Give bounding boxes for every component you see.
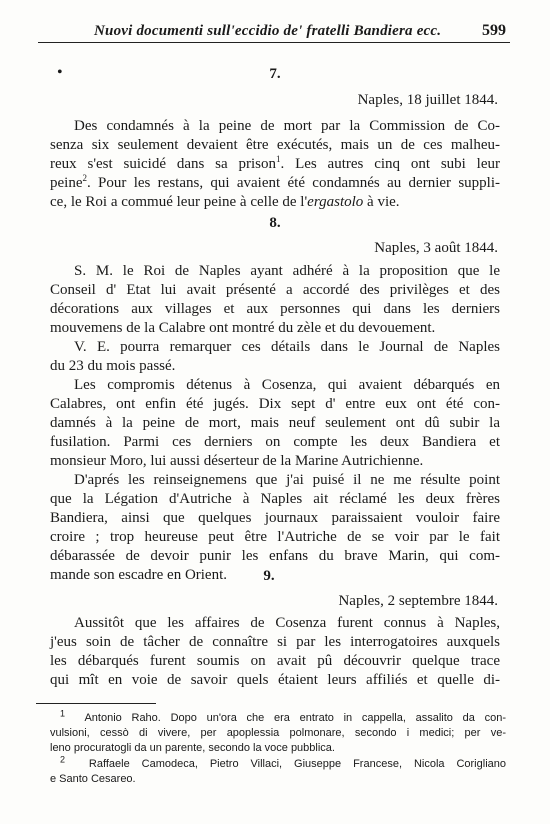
paragraph-line: mande son escadre en Orient. [50, 567, 228, 583]
section-date-8: Naples, 3 août 1844. [374, 240, 498, 256]
paragraph-line: D'aprés les reinseignemens que j'ai puisé il ne me résulte point [74, 472, 500, 488]
paragraph-line: Aussitôt que les affaires de Cosenza furent connus à Naples, [74, 615, 500, 631]
paragraph-line: monsieur Moro, lui aussi déserteur de la Marine Autrichienne. [50, 453, 424, 469]
paragraph-line: Des condamnés à la peine de mort par la Commission de Co- [74, 118, 500, 134]
paragraph-line: peine$^2$. Pour les restans, qui avaient été condamnés au dernier suppli- [50, 173, 500, 191]
running-title: Nuovi documenti sull'eccidio de' fratelli Bandiera ecc. [94, 23, 442, 39]
paragraph-line: débarassée de devoir punir les enfans du brave Marin, qui com- [50, 548, 500, 564]
bullet-mark: • [57, 64, 63, 81]
paragraph-line: senza six seulement devaient être exécutés, mais un de ces malheu- [50, 137, 500, 153]
footnote-line: vulsioni, cessò di vivere, per apoplessia polmonare, secondo i medici; per ve- [50, 727, 506, 739]
paragraph-line: qui mît en voie de savoir quels étaient leurs affiliés et quelle di- [50, 672, 500, 688]
section-number-9: 9. [263, 568, 275, 584]
footnote-mark-1: 1 [60, 708, 66, 719]
italic-term: ergastolo [307, 194, 364, 210]
paragraph-line: croire ; trop heureuse peut être l'Autriche de se voir par le fait [50, 529, 500, 545]
paragraph-line: Bandiera, ainsi que quelques journaux paraissaient vouloir faire [50, 510, 500, 526]
paragraph-line: reux s'est suicidé dans sa prison$^1$. Les autres cinq ont subi leur [50, 154, 500, 172]
page-header [38, 20, 510, 43]
section-date-7: Naples, 18 juillet 1844. [357, 92, 498, 108]
paragraph-line: les débarqués furent soumis on avait pû découvrir quelque trace [50, 653, 500, 669]
footnote-ref-2[interactable]: 2 [82, 173, 87, 183]
paragraph-line: du 23 du mois passé. [50, 358, 176, 374]
paragraph-line: Conseil d' Etat lui avait présenté a accordé des privilèges et des [50, 282, 500, 298]
paragraph-line: V. E. pourra remarquer ces détails dans le Journal de Naples [74, 339, 500, 355]
section-number-8: 8. [269, 215, 281, 231]
page-number: 599 [482, 22, 506, 39]
footnote-2: $^2$ Raffaele Camodeca, Pietro Villaci, Giuseppe Francese, Nicola Corigliano [60, 754, 506, 770]
paragraph-line: Calabres, ont enfin été jugés. Dix sept d' entre eux ont été con- [50, 396, 500, 412]
paragraph-line: j'eus soin de tâcher de connaître si par les interrogatoires auxquels [50, 634, 500, 650]
paragraph-line: Les compromis détenus à Cosenza, qui avaient débarqués en [74, 377, 500, 393]
footnote-separator [36, 703, 156, 704]
footnote-line: e Santo Cesareo. [50, 773, 136, 785]
footnote-1: $^1$ Antonio Raho. Dopo un'ora che era entrato in cappella, assalito da con- [60, 708, 506, 724]
paragraph-line: mouvemens de la Calabre ont montré du zèle et du devouement. [50, 320, 436, 336]
footnote-ref-1[interactable]: 1 [275, 154, 281, 164]
paragraph-line: ce, le Roi a commué leur peine à celle de l'ergastolo à vie. [50, 194, 400, 210]
footnote-mark-2: 2 [60, 754, 66, 765]
paragraph-line: fusilation. Parmi ces derniers on compte les deux Bandiera et [50, 434, 500, 450]
footnote-line: leno procuratogli da un parente, secondo la voce pubblica. [50, 742, 335, 754]
section-date-9: Naples, 2 septembre 1844. [338, 593, 498, 609]
paragraph-line: damnés à la peine de mort, mais neuf seulement ont dû subir la [50, 415, 500, 431]
section-number-7: 7. [269, 66, 281, 82]
paragraph-line: S. M. le Roi de Naples ayant adhéré à la proposition que le [74, 263, 500, 279]
paragraph-line: que la Légation d'Autriche à Naples ait réclamé les deux frères [50, 491, 500, 507]
paragraph-line: décorations aux villages et aux personnes qui dans les derniers [50, 301, 500, 317]
